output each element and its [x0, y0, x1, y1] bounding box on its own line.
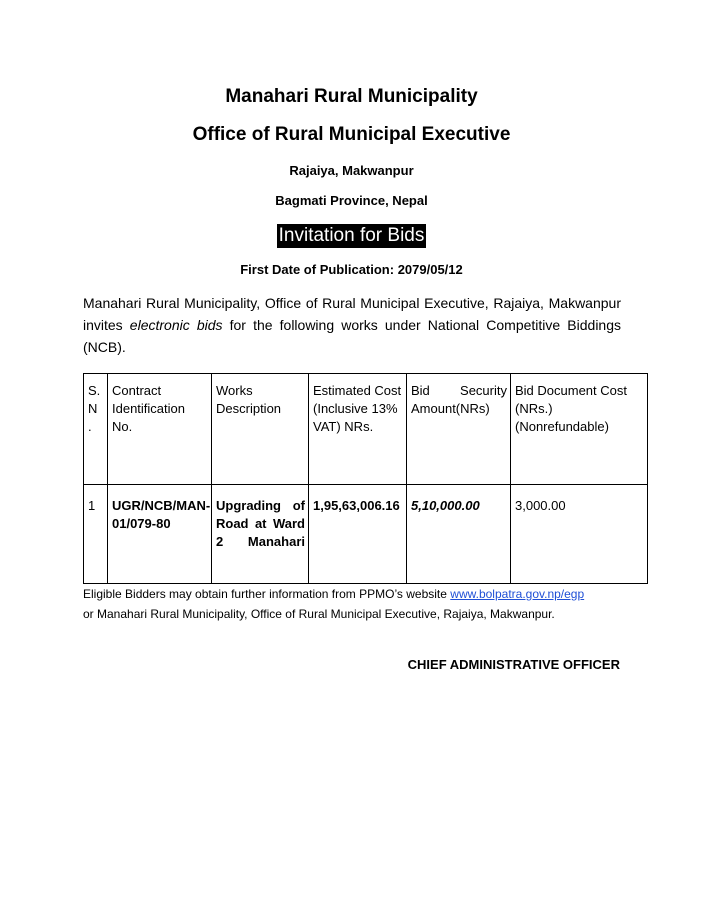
header-bid-doc-cost: Bid Document Cost (NRs.) (Nonrefundable) — [511, 374, 648, 485]
header-estimated-cost: Estimated Cost (Inclusive 13% VAT) NRs. — [309, 374, 407, 485]
cell-contract-id: UGR/NCB/MAN-01/079-80 — [108, 485, 212, 584]
header-contract-id: Contract Identification No. — [108, 374, 212, 485]
footer-text-1: Eligible Bidders may obtain further information from PPMO’s website — [83, 587, 447, 601]
header-bid-security: Bid Security Amount(NRs) — [407, 374, 511, 485]
footer-note — [83, 584, 643, 624]
footer-text-2: or Manahari Rural Municipality, Office of Rural Municipal Executive, Rajaiya, Makwanpur. — [83, 607, 555, 621]
table-row — [84, 485, 648, 584]
header-sn: S. N . — [84, 374, 108, 485]
bids-table — [83, 373, 648, 584]
notice-title-wrap — [0, 224, 703, 248]
intro-text-2: for the following works under National Competitive Biddings (NCB). — [83, 317, 621, 355]
bolpatra-link[interactable]: www.bolpatra.gov.np/egp — [450, 587, 585, 601]
cell-estimated-cost: 1,95,63,006.16 — [309, 485, 407, 584]
header-works: Works Description — [212, 374, 309, 485]
notice-title: Invitation for Bids — [278, 225, 425, 246]
municipality-title: Manahari Rural Municipality — [225, 86, 478, 107]
cell-sn: 1 — [84, 485, 108, 584]
intro-emphasis: electronic bids — [129, 317, 223, 333]
table-header-row — [84, 374, 648, 485]
publication-date: First Date of Publication: 2079/05/12 — [240, 262, 463, 277]
cell-bid-security: 5,10,000.00 — [407, 485, 511, 584]
office-title: Office of Rural Municipal Executive — [192, 124, 511, 145]
location-line: Rajaiya, Makwanpur — [289, 163, 414, 178]
intro-paragraph — [83, 292, 621, 358]
signature-title: CHIEF ADMINISTRATIVE OFFICER — [407, 657, 620, 672]
cell-bid-doc-cost: 3,000.00 — [511, 485, 648, 584]
province-line: Bagmati Province, Nepal — [275, 193, 428, 208]
cell-works: Upgrading of Road at Ward 2 Manahari — [212, 485, 309, 584]
intro-text-1: Manahari Rural Municipality, Office of Rural Municipal Executive, Rajaiya, Makwanpur invites — [83, 295, 621, 333]
